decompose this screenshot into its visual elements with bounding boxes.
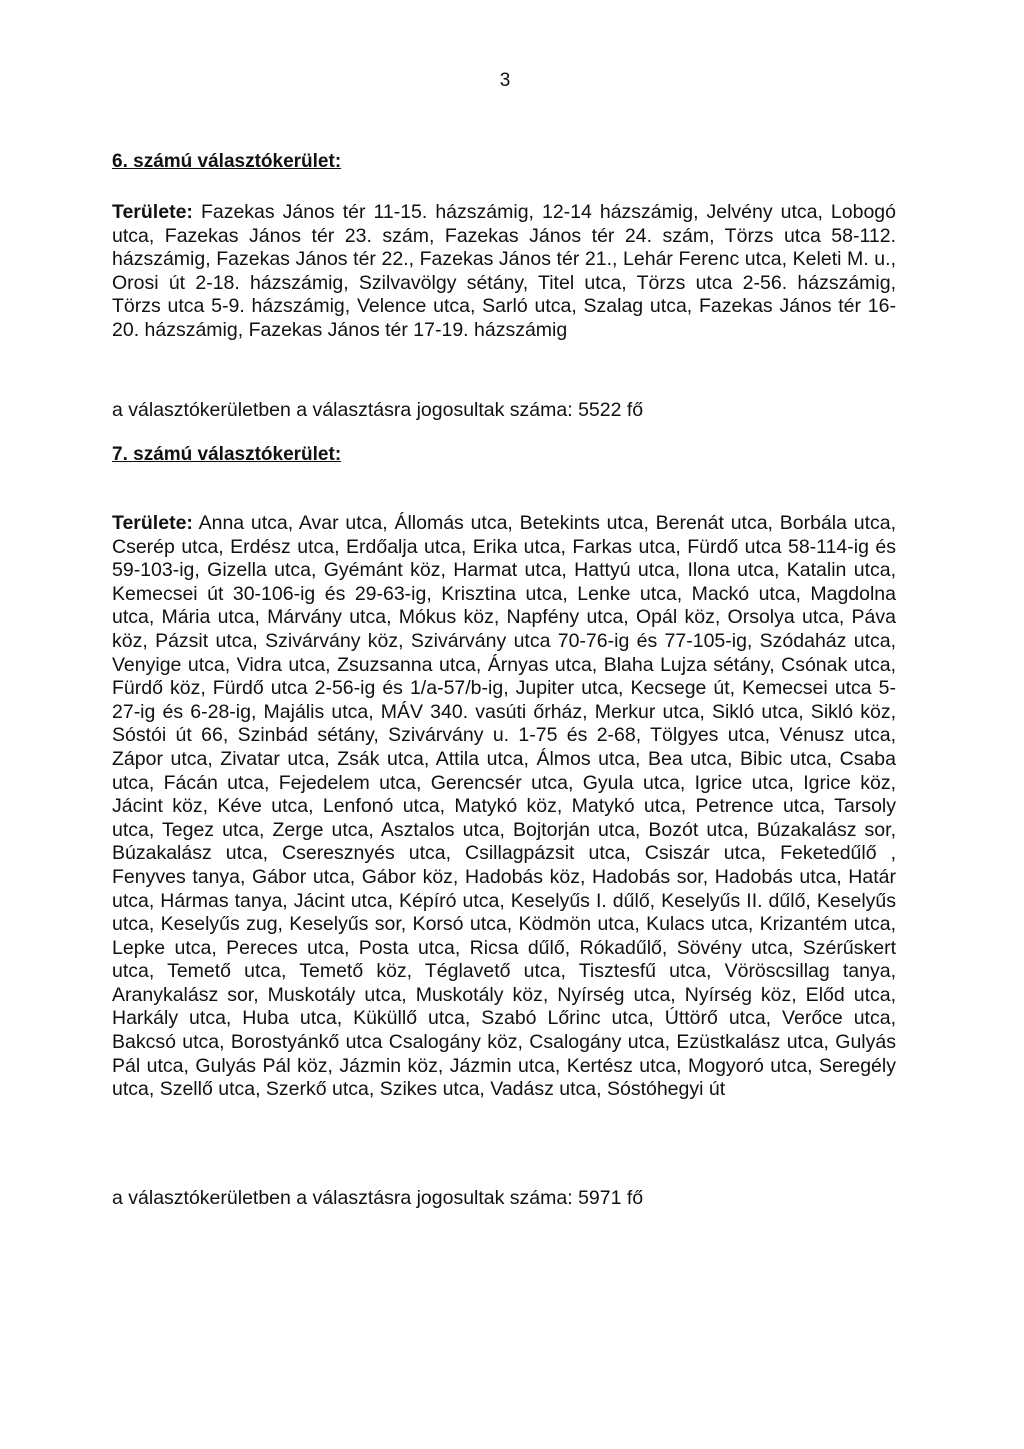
district-6-area-label: Területe: (112, 201, 193, 223)
district-7-area (112, 512, 896, 1102)
page-number: 3 (499, 70, 511, 91)
district-7-area-label: Területe: (112, 512, 193, 534)
district-6-area (112, 201, 896, 343)
district-7-title: 7. számú választókerület: (112, 444, 342, 465)
district-6-section (112, 150, 896, 343)
district-7-voter-count: a választókerületben a választásra jogosultak száma: 5971 fő (112, 1187, 644, 1209)
district-7-section (112, 443, 896, 1102)
district-6-voter-count: a választókerületben a választásra jogosultak száma: 5522 fő (112, 399, 644, 421)
district-6-title: 6. számú választókerület: (112, 151, 342, 172)
district-7-area-text: Anna utca, Avar utca, Állomás utca, Betekints utca, Berenát utca, Borbála utca, Cserép utca, Erdész utca, Erdőalja utca, Erika utca, Farkas utca, Fürdő utca 58-114-ig és 59-103-ig, Gizella utca, Gyémánt köz, Harmat utca, Hattyú utca, Ilona utca, Katalin utca, Kemecsei út 30-106-ig és 29-63-ig, Krisztina utca, Lenke utca, Mackó utca, Magdolna utca, Mária utca, Márvány utca, Mókus köz, Napfény utca, Opál köz, Orsolya utca, Páva köz, Pázsit utca, Szivárvány köz, Szivárvány utca 70-76-ig és 77-105-ig, Szódaház utca, Venyige utca, Vidra utca, Zsuzsanna utca, Árnyas utca, Blaha Lujza sétány, Csónak utca, Fürdő köz, Fürdő utca 2-56-ig és 1/a-57/b-ig, Jupiter utca, Kecsege út, Kemecsei utca 5-27-ig és 6-28-ig, Majális utca, MÁV 340. vasúti őrház, Merkur utca, Sikló utca, Sikló köz, Sóstói út 66, Szinbád sétány, Szivárvány u. 1-75 és 2-68, Tölgyes utca, Vénusz utca, Zápor utca, Zivatar utca, Zsák utca, Attila utca, Álmos utca, Bea utca, Bibic utca, Csaba utca, Fácán utca, Fejedelem utca, Gerencsér utca, Gyula utca, Igrice utca, Igrice köz, Jácint köz, Kéve utca, Lenfonó utca, Matykó köz, Matykó utca, Petrence utca, Tarsoly utca, Tegez utca, Zerge utca, Asztalos utca, Bojtorján utca, Bozót utca, Búzakalász sor, Búzakalász utca, Cseresznyés utca, Csillagpázsit utca, Csiszár utca, Feketedűlő , Fenyves tanya, Gábor utca, Gábor köz, Hadobás köz, Hadobás sor, Hadobás utca, Határ utca, Hármas tanya, Jácint utca, Képíró utca, Keselyűs I. dűlő, Keselyűs II. dűlő, Keselyűs utca, Keselyűs zug, Keselyűs sor, Korsó utca, Ködmön utca, Kulacs utca, Krizantém utca, Lepke utca, Pereces utca, Posta utca, Ricsa dűlő, Rókadűlő, Sövény utca, Szérűskert utca, Temető utca, Temető köz, Téglavető utca, Tisztesfű utca, Vöröscsillag tanya, Aranykalász sor, Muskotály utca, Muskotály köz, Nyírség utca, Nyírség köz, Előd utca, Harkály utca, Huba utca, Küküllő utca, Szabó Lőrinc utca, Úttörő utca, Verőce utca, Bakcsó utca, Borostyánkő utca Csalogány köz, Csalogány utca, Ezüstkalász utca, Gulyás Pál utca, Gulyás Pál köz, Jázmin köz, Jázmin utca, Kertész utca, Mogyoró utca, Seregély utca, Szellő utca, Szerkő utca, Szikes utca, Vadász utca, Sóstóhegyi út (112, 512, 897, 1101)
district-6-area-text: Fazekas János tér 11-15. házszámig, 12-14 házszámig, Jelvény utca, Lobogó utca, Fazekas János tér 23. szám, Fazekas János tér 24. szám, Törzs utca 58-112. házszámig, Fazekas János tér 22., Fazekas János tér 21., Lehár Ferenc utca, Keleti M. u., Orosi út 2-18. házszámig, Szilvavölgy sétány, Titel utca, Törzs utca 2-56. házszámig, Törzs utca 5-9. házszámig, Velence utca, Sarló utca, Szalag utca, Fazekas János tér 16-20. házszámig, Fazekas János tér 17-19. házszámig (112, 201, 896, 341)
